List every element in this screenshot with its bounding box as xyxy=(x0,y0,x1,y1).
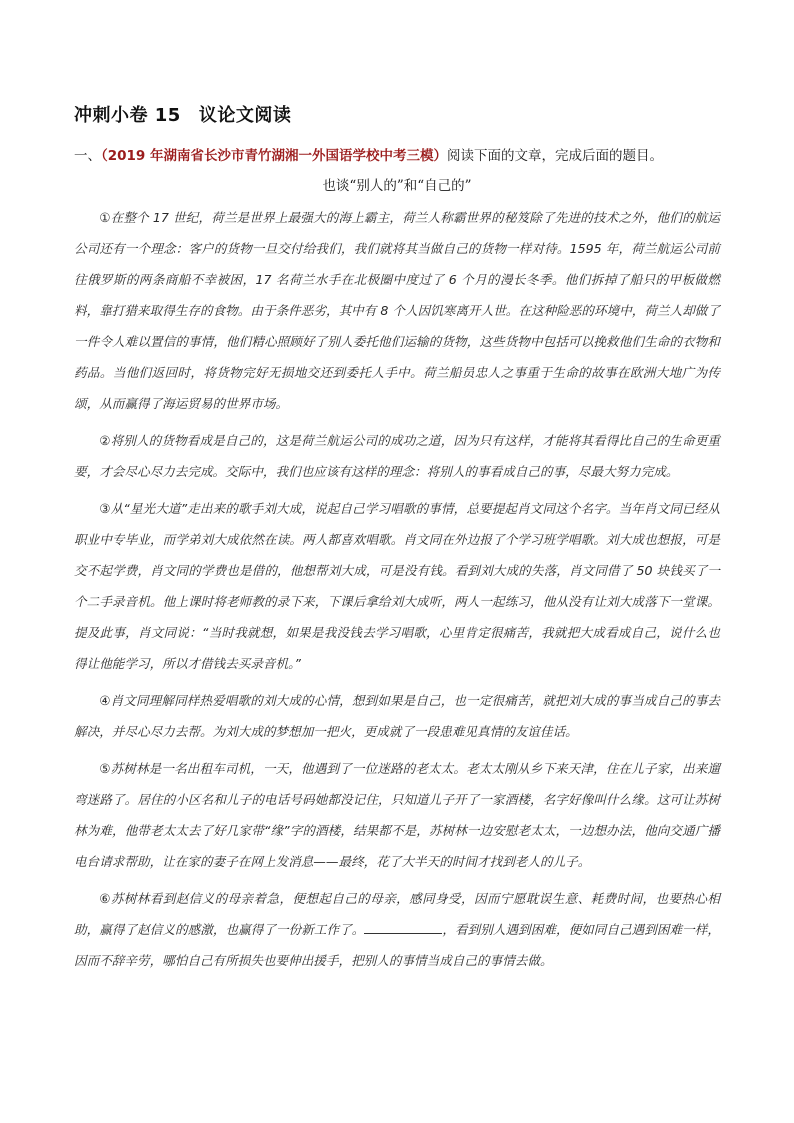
question-source: （2019 年湖南省长沙市青竹湖湘一外国语学校中考三模） xyxy=(101,148,448,164)
paragraph-6-text: ⑥苏树林看到赵信义的母亲着急，便想起自己的母亲，感同身受，因而宁愿耽误生意、耗费时间，也要热心相助，赢得了赵信义的感激，也赢得了一份新工作了。 xyxy=(74,891,720,937)
paragraph-4: ④肖文同理解同样热爱唱歌的刘大成的心情，想到如果是自己，也一定很痛苦，就把刘大成的事当成自己的事去解决，并尽心尽力去帮。为刘大成的梦想加一把火，更成就了一段患难见真情的友谊佳话。 xyxy=(74,693,720,739)
title-series: 冲刺小卷 15 xyxy=(74,105,181,126)
paragraph-3: ③从“星光大道”走出来的歌手刘大成，说起自己学习唱歌的事情，总要提起肖文同这个名字。当年肖文同已经从职业中专毕业，而学弟刘大成依然在读。两人都喜欢唱歌。肖文同在外边报了个学习班学唱歌。刘大成也想报，可是交不起学费，肖文同的学费也是借的，他想帮刘大成，可是没有钱。看到刘大成的失落，肖文同借了 50 块钱买了一个二手录音机。他上课时将老师教的录下来，下课后拿给刘大成听，两人一起练习，他从没有让刘大成落下一堂课。提及此事，肖文同说：“当时我就想，如果是我没钱去学习唱歌，心里肯定很痛苦，我就把大成看成自己，说什么也得让他能学习，所以才借钱去买录音机。” xyxy=(74,501,720,671)
title-topic: 议论文阅读 xyxy=(198,105,292,126)
answer-blank[interactable] xyxy=(364,920,442,934)
paragraph-6 xyxy=(74,883,720,976)
paragraph-5: ⑤苏树林是一名出租车司机，一天，他遇到了一位迷路的老太太。老太太刚从乡下来天津，住在儿子家，出来遛弯迷路了。居住的小区名和儿子的电话号码她都没记住，只知道儿子开了一家酒楼，名字好像叫什么缘。这可让苏树林为难，他带老太太去了好几家带“缘”字的酒楼，结果都不是，苏树林一边安慰老太太，一边想办法，他向交通广播电台请求帮助，让在家的妻子在网上发消息——最终，花了大半天的时间才找到老人的儿子。 xyxy=(74,761,720,869)
paragraph-1: ①在整个 17 世纪，荷兰是世界上最强大的海上霸主，荷兰人称霸世界的秘笈除了先进的技术之外，他们的航运公司还有一个理念：客户的货物一旦交付给我们，我们就将其当做自己的货物一样对待。1595 年，荷兰航运公司前往俄罗斯的两条商船不幸被困，17 名荷兰水手在北极圈中度过了 6 个月的漫长冬季。他们拆掉了船只的甲板做燃料，靠打猎来取得生存的食物。由于条件恶劣，其中有 8 个人因饥寒离开人世。在这种险恶的环境中，荷兰人却做了一件令人难以置信的事情，他们精心照顾好了别人委托他们运输的货物，这些货物中包括可以挽救他们生命的衣物和药品。当他们返回时，将货物完好无损地交还到委托人手中。荷兰船员忠人之事重于生命的故事在欧洲大地广为传颂，从而赢得了海运贸易的世界市场。 xyxy=(74,210,720,411)
article-body xyxy=(74,202,720,982)
paragraph-2: ②将别人的货物看成是自己的，这是荷兰航运公司的成功之道，因为只有这样，才能将其看得比自己的生命更重要，才会尽心尽力去完成。交际中，我们也应该有这样的理念：将别人的事看成自己的事，尽最大努力完成。 xyxy=(74,433,720,479)
page-title xyxy=(74,101,291,127)
paragraph-6-continued: ，看到别人遇到困难，便如同自己遇到困难一样，因而不辞辛劳，哪怕自己有所损失也要伸出援手，把别人的事情当成自己的事情去做。 xyxy=(74,922,721,968)
question-header xyxy=(74,144,663,164)
article-title: 也谈“别人的”和“自己的” xyxy=(322,178,472,194)
question-prefix: 一、 xyxy=(74,148,101,164)
question-instruction: 阅读下面的文章，完成后面的题目。 xyxy=(447,148,664,164)
